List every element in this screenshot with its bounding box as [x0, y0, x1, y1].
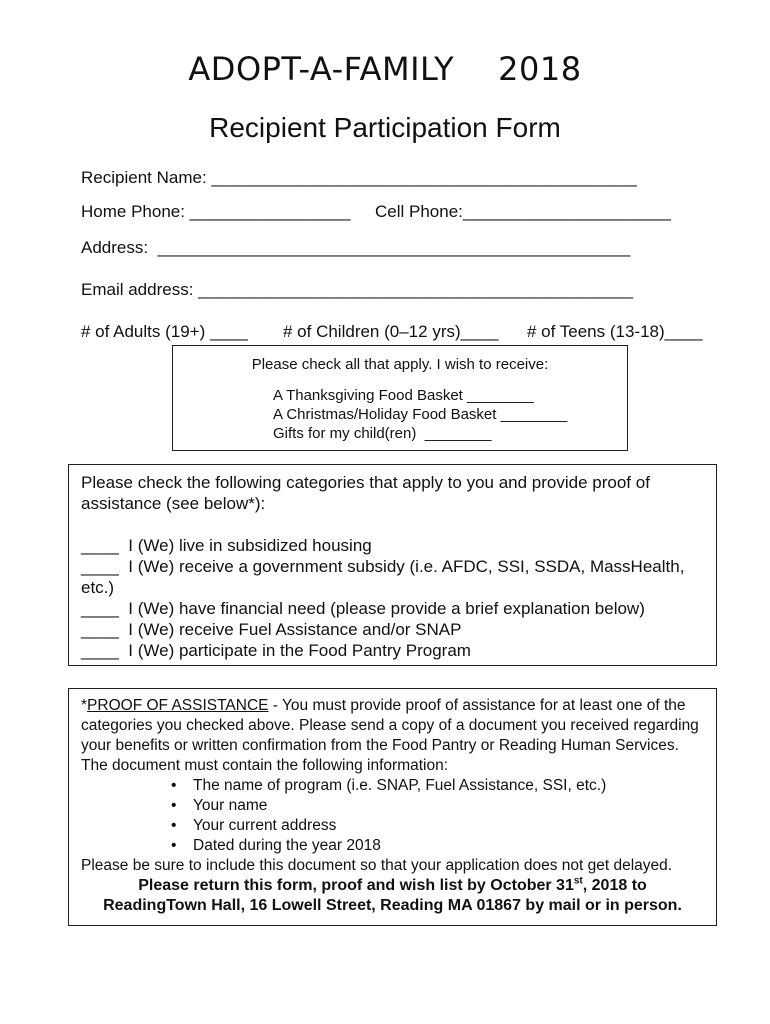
receive-christmas-item[interactable]: A Christmas/Holiday Food Basket ________: [273, 406, 568, 423]
category-financial-need[interactable]: ____ I (We) have financial need (please provide a brief explanation below): [81, 599, 645, 618]
category-fuel-assistance[interactable]: ____ I (We) receive Fuel Assistance and/or SNAP: [81, 620, 462, 639]
receive-heading: Please check all that apply. I wish to receive:: [251, 356, 549, 373]
proof-reminder: Please be sure to include this document so that your application does not get delayed.: [81, 857, 673, 874]
return-instructions-line-1: [81, 876, 704, 896]
teens-count-field[interactable]: # of Teens (13-18)____: [527, 322, 703, 341]
proof-requirements-list: [81, 776, 704, 856]
email-field[interactable]: Email address: ______________________________________________: [81, 280, 634, 299]
proof-body: - You must provide proof of assistance for at least one of the categories you checked above. Please send a copy of a document you received regarding your benefits or written confirmation from the Food Pantry or Reading Human Services. The document must contain the following information:: [81, 697, 699, 774]
categories-intro: Please check the following categories that apply to you and provide proof of assistance (see below*):: [81, 473, 655, 513]
return-text-b: , 2018 to: [582, 877, 647, 894]
address-field[interactable]: Address: __________________________________________________: [81, 238, 631, 257]
adults-count-field[interactable]: # of Adults (19+) ____: [81, 322, 248, 341]
receive-gifts-item[interactable]: Gifts for my child(ren) ________: [273, 425, 492, 442]
children-count-field[interactable]: # of Children (0–12 yrs)____: [283, 322, 499, 341]
proof-bullet: • Your current address: [193, 816, 704, 836]
title-text: ADOPT-A-FAMILY: [188, 50, 455, 88]
form-title: [0, 50, 770, 88]
proof-bullet: • Your name: [193, 796, 704, 816]
return-superscript: st: [573, 875, 583, 887]
category-government-subsidy[interactable]: ____ I (We) receive a government subsidy (i.e. AFDC, SSI, SSDA, MassHealth, etc.): [81, 557, 690, 597]
form-subtitle: Recipient Participation Form: [209, 112, 561, 143]
category-subsidized-housing[interactable]: ____ I (We) live in subsidized housing: [81, 536, 372, 555]
receive-thanksgiving-item[interactable]: A Thanksgiving Food Basket ________: [273, 387, 534, 404]
cell-phone-field[interactable]: Cell Phone:______________________: [375, 202, 671, 221]
home-phone-field[interactable]: Home Phone: _________________: [81, 202, 351, 221]
proof-asterisk: *: [81, 697, 88, 714]
proof-bullet: • The name of program (i.e. SNAP, Fuel Assistance, SSI, etc.): [193, 776, 704, 796]
recipient-name-field[interactable]: Recipient Name: _____________________________________________: [81, 168, 637, 187]
assistance-categories-box: [68, 464, 717, 666]
proof-heading: PROOF OF ASSISTANCE: [87, 697, 269, 714]
proof-text: [81, 696, 704, 776]
proof-of-assistance-box: [68, 688, 717, 926]
return-instructions-line-2: ReadingTown Hall, 16 Lowell Street, Reading MA 01867 by mail or in person.: [103, 897, 682, 914]
return-text-a: Please return this form, proof and wish list by October 31: [138, 877, 574, 894]
proof-bullet: • Dated during the year 2018: [193, 836, 704, 856]
title-year: 2018: [498, 50, 582, 88]
category-food-pantry[interactable]: ____ I (We) participate in the Food Pantry Program: [81, 641, 471, 660]
receive-options-box: [172, 345, 628, 451]
